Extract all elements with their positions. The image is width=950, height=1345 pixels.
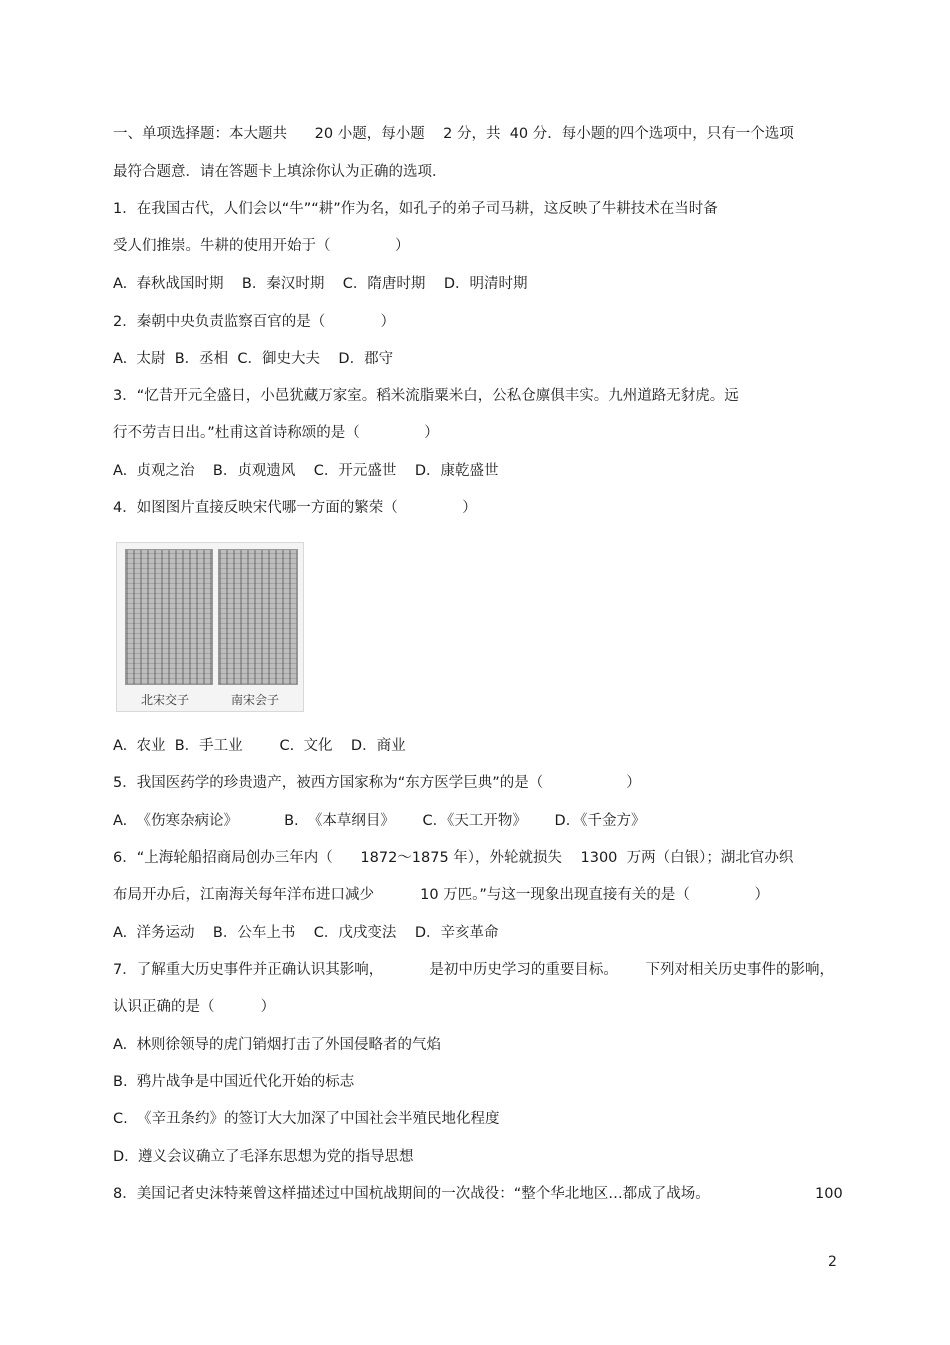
question-7-line-1: 7．了解重大历史事件并正确认识其影响， 是初中历史学习的重要目标。 下列对相关历史事件的影响， [113, 962, 834, 978]
question-6-line-2: 布局开办后，江南海关每年洋布进口减少 10 万匹。”与这一现象出现直接有关的是（ ） [113, 887, 769, 903]
page-number: 2 [828, 1254, 837, 1270]
question-1-line-1: 1．在我国古代，人们会以“牛”“耕”作为名，如孔子的弟子司马耕，这反映了牛耕技术在当时备 [113, 201, 718, 217]
question-8-line-1: 8．美国记者史沫特莱曾这样描述过中国杭战期间的一次战役：“整个华北地区…都成了战场。 [113, 1186, 710, 1202]
question-6-line-1: 6．“上海轮船招商局创办三年内（ 1872～1875 年），外轮就损失 1300 万两（白银）；湖北官办织 [113, 850, 794, 866]
figure-caption-jiaozi: 北宋交子 [141, 693, 190, 707]
figure-caption-huizi: 南宋会子 [231, 693, 280, 707]
question-4-line-1: 4．如图图片直接反映宋代哪一方面的繁荣（ ） [113, 500, 477, 516]
question-7-option-b: B. 鸦片战争是中国近代化开始的标志 [113, 1074, 355, 1090]
question-5-options: A. 《伤寒杂病论》 B. 《本草纲目》 C．《天工开物》 D．《千金方》 [113, 813, 646, 829]
question-1-line-2: 受人们推崇。牛耕的使用开始于（ ） [113, 238, 410, 254]
question-3-line-2: 行不劳吉日出。”杜甫这首诗称颂的是（ ） [113, 425, 439, 441]
question-7-option-d: D. 遵义会议确立了毛泽东思想为党的指导思想 [113, 1149, 414, 1165]
question-2-options: A. 太尉 B．丞相 C．御史大夫 D．郡守 [113, 351, 394, 367]
question-6-options: A. 洋务运动 B．公车上书 C．戊戌变法 D．辛亥革命 [113, 925, 499, 941]
huizi-banknote-image [218, 549, 298, 685]
section-heading-line-1: 一、单项选择题：本大题共 20 小题，每小题 2 分，共 40 分．每小题的四个选项中，只有一个选项 [113, 126, 794, 142]
question-2-line-1: 2．秦朝中央负责监察百官的是（ ） [113, 314, 396, 330]
question-8-trailing-number: 100 [815, 1186, 843, 1202]
song-paper-money-figure [116, 542, 304, 712]
question-3-options: A. 贞观之治 B．贞观遗风 C．开元盛世 D．康乾盛世 [113, 463, 499, 479]
jiaozi-banknote-image [125, 549, 213, 685]
question-7-option-a: A. 林则徐领导的虎门销烟打击了外国侵略者的气焰 [113, 1037, 441, 1053]
question-4-options: A. 农业 B．手工业 C. 文化 D．商业 [113, 738, 406, 754]
question-1-options: A. 春秋战国时期 B．秦汉时期 C．隋唐时期 D．明清时期 [113, 276, 528, 292]
question-7-line-2: 认识正确的是（ ） [113, 999, 276, 1015]
section-heading-line-2: 最符合题意．请在答题卡上填涂你认为正确的选项． [113, 164, 447, 180]
question-5-line-1: 5．我国医药学的珍贵遗产，被西方国家称为“东方医学巨典”的是（ ） [113, 775, 641, 791]
question-7-option-c: C. 《辛丑条约》的签订大大加深了中国社会半殖民地化程度 [113, 1111, 500, 1127]
question-3-line-1: 3．“忆昔开元全盛日，小邑犹藏万家室。稻米流脂粟米白，公私仓廪俱丰实。九州道路无豺虎。远 [113, 388, 739, 404]
